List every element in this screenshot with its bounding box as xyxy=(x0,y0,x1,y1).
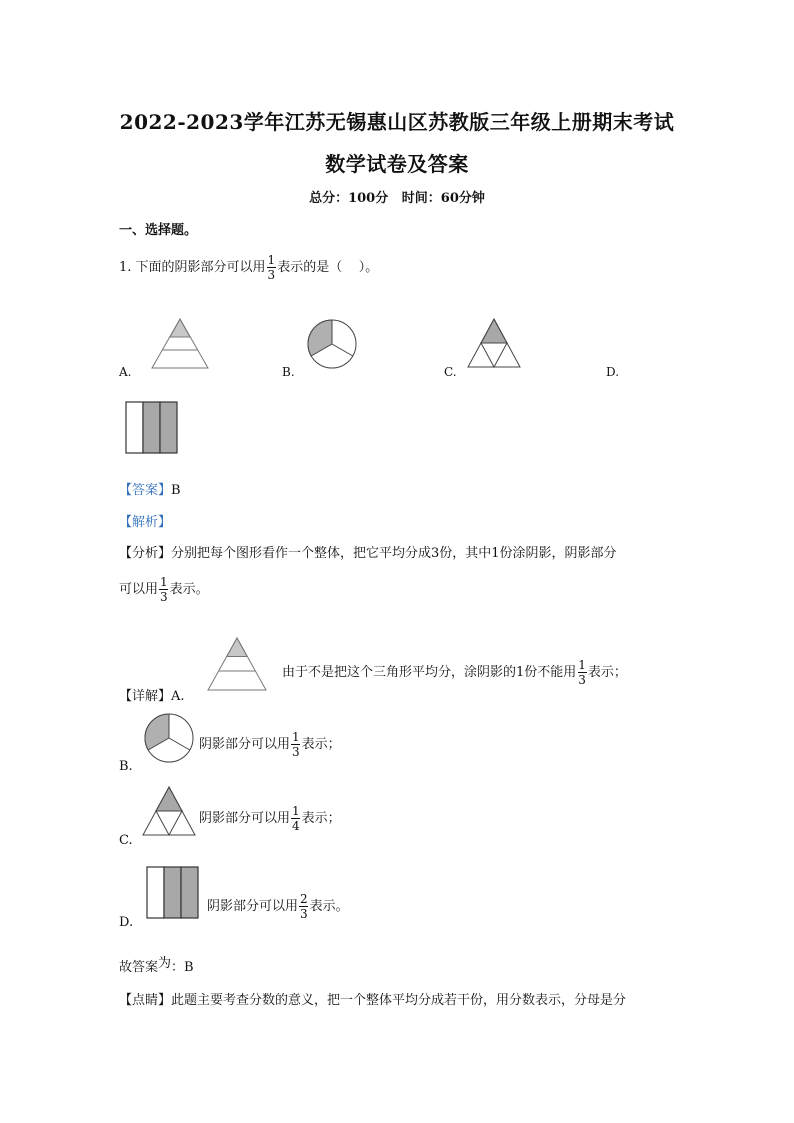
conclusion-text: 故答案 xyxy=(119,960,159,975)
fraction-numerator: 1 xyxy=(292,730,300,744)
dianjing-line xyxy=(119,989,626,1008)
page-subtitle: 数学试卷及答案 xyxy=(325,152,469,176)
option-a-label: A. xyxy=(119,365,132,379)
detail-d-text xyxy=(207,893,349,920)
answer-value: B xyxy=(171,483,181,498)
fraction-numerator: 1 xyxy=(267,253,276,267)
fenxi-cont-suffix: 表示。 xyxy=(169,582,209,597)
detail-a-suffix: 表示； xyxy=(587,665,627,680)
conclusion-raised-char: 为 xyxy=(158,956,172,971)
option-d-label: D. xyxy=(606,365,620,379)
conclusion-line xyxy=(119,956,194,975)
fraction-denominator: 3 xyxy=(292,745,300,759)
detail-c-prefix: 阴影部分可以用 xyxy=(199,811,291,826)
fraction-denominator: 3 xyxy=(160,590,168,604)
detail-c-figure xyxy=(141,785,197,837)
question-1-suffix: 表示的是（ ）。 xyxy=(277,260,379,275)
detail-b-suffix: 表示； xyxy=(301,737,341,752)
detail-b-text xyxy=(199,731,341,758)
fraction-denominator: 3 xyxy=(300,907,308,921)
question-1 xyxy=(119,254,378,281)
fraction-numerator: 1 xyxy=(292,804,300,818)
section-heading: 一、选择题。 xyxy=(119,223,198,238)
fenxi-text: 分别把每个图形看作一个整体，把它平均分成3份，其中1份涂阴影，阴影部分 xyxy=(171,546,617,561)
fraction-denominator: 4 xyxy=(292,819,300,833)
fraction-numerator: 1 xyxy=(578,658,586,672)
fraction xyxy=(267,254,277,281)
fenxi-cont-prefix: 可以用 xyxy=(119,582,159,597)
detail-d-option: D. xyxy=(119,915,134,930)
detail-d-suffix: 表示。 xyxy=(309,899,349,914)
fenxi-tag: 【分析】 xyxy=(119,546,172,561)
answer-tag: 【答案】 xyxy=(119,483,172,498)
fraction xyxy=(577,659,587,686)
detail-tag: 【详解】 xyxy=(119,689,172,704)
detail-a-prefix: 由于不是把这个三角形平均分，涂阴影的1份不能用 xyxy=(282,665,577,680)
option-b-figure xyxy=(305,318,359,370)
dianjing-text: 此题主要考查分数的意义，把一个整体平均分成若干份，用分数表示，分母是分 xyxy=(171,993,627,1008)
dianjing-tag: 【点睛】 xyxy=(119,993,172,1008)
option-d-figure xyxy=(125,401,179,455)
fraction xyxy=(159,576,169,603)
question-1-prefix: 1. 下面的阴影部分可以用 xyxy=(119,260,266,275)
detail-a-option: A. xyxy=(171,689,185,704)
option-c-label: C. xyxy=(444,365,457,379)
exam-meta: 总分：100分 时间：60分钟 xyxy=(309,191,485,206)
detail-c-suffix: 表示； xyxy=(301,811,341,826)
detail-d-figure xyxy=(146,866,200,920)
detail-a-figure xyxy=(206,636,268,692)
detail-c-text xyxy=(199,805,341,832)
fraction-denominator: 3 xyxy=(267,268,276,282)
conclusion-answer: ：B xyxy=(171,960,194,975)
detail-c-option: C. xyxy=(119,833,133,848)
fraction-numerator: 2 xyxy=(300,892,308,906)
detail-a-label xyxy=(119,685,185,704)
answer-line xyxy=(119,479,181,498)
fraction-denominator: 3 xyxy=(578,673,586,687)
detail-b-option: B. xyxy=(119,759,133,774)
fenxi-continuation xyxy=(119,576,209,603)
detail-b-figure xyxy=(142,712,196,764)
fraction xyxy=(291,731,301,758)
page-title: 2022-2023学年江苏无锡惠山区苏教版三年级上册期末考试 xyxy=(119,110,675,134)
detail-b-prefix: 阴影部分可以用 xyxy=(199,737,291,752)
option-c-figure xyxy=(466,317,522,369)
fraction-numerator: 1 xyxy=(160,575,168,589)
fraction xyxy=(299,893,309,920)
fraction xyxy=(291,805,301,832)
detail-a-text xyxy=(282,659,627,686)
option-b-label: B. xyxy=(282,365,295,379)
fenxi-line xyxy=(119,542,617,561)
option-a-figure xyxy=(150,317,210,370)
detail-d-prefix: 阴影部分可以用 xyxy=(207,899,299,914)
analysis-tag: 【解析】 xyxy=(119,515,172,530)
